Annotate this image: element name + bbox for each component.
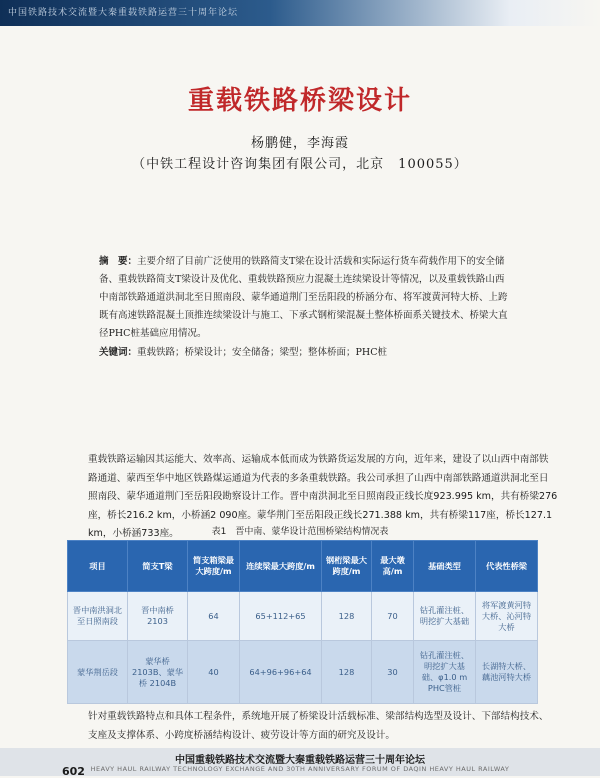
- table-caption: 表1 晋中南、蒙华设计范围桥梁结构情况表: [211, 527, 389, 537]
- table-cell: 蒙华荆岳段: [68, 641, 128, 704]
- table-cell: 128: [322, 641, 372, 704]
- bridge-structure-table: [67, 540, 537, 694]
- running-title: 中国铁路技术交流暨大秦重载铁路运营三十周年论坛: [8, 8, 239, 18]
- table-cell: 蒙华桥 2103B、蒙华桥 2104B: [128, 641, 188, 704]
- table-cell: 晋中南桥 2103: [128, 592, 188, 641]
- body-paragraph: 重载铁路运输因其运能大、效率高、运输成本低而成为铁路货运发展的方向，近年来，建设了以山西中南部铁路通道、蒙西至华中地区铁路煤运通道为代表的多条重载铁路。我公司承担了山西中南部铁路通道洪洞北至日照南段、蒙华通道荆门至岳阳段勘察设计工作。晋中南洪洞北至日照南段正线长度923.995 km，共有桥梁276座，桥长216.2 km，小桥涵2 090座。蒙华荆门至岳阳段正线长271.388 km，共有桥梁117座，桥长127.1 km，小桥涵733座。: [88, 454, 558, 539]
- table-header-cell: 简支箱梁最大跨度/m: [188, 541, 240, 592]
- footer-title: 中国重载铁路技术交流暨大秦重载铁路运营三十周年论坛: [175, 755, 425, 766]
- table-header-cell: 最大墩高/m: [372, 541, 414, 592]
- table-cell: 40: [188, 641, 240, 704]
- table-cell: 钻孔灌注桩、明挖扩大基础、φ1.0 m PHC管桩: [414, 641, 476, 704]
- footer-subtitle: HEAVY HAUL RAILWAY TECHNOLOGY EXCHANGE AND 30TH ANNIVERSARY FORUM OF DAQIN HEAVY HAUL RAILWAY: [90, 765, 510, 773]
- abstract-text: 主要介绍了目前广泛使用的铁路简支T梁在设计活载和实际运行货车荷载作用下的安全储备、重载铁路简支T梁设计及优化、重载铁路预应力混凝土连续梁设计等情况，以及重载铁路山西中南部铁路通道洪洞北至日照南段、蒙华通道荆门至岳阳段的桥涵分布、将军渡黄河特大桥、上跨既有高速铁路混凝土顶推连续梁设计与施工、下承式钢桁梁混凝土整体桥面系关键技术、桥梁大直径PHC桩基础应用情况。: [99, 256, 508, 339]
- abstract-block: [99, 253, 509, 343]
- paper-affiliation: （中铁工程设计咨询集团有限公司，北京 100055）: [132, 157, 468, 172]
- table-row: [68, 592, 538, 641]
- table-cell: 30: [372, 641, 414, 704]
- table-cell: 64+96+96+64: [240, 641, 322, 704]
- page-footer: [0, 748, 600, 776]
- keywords-block: [99, 344, 509, 362]
- table-cell: 64: [188, 592, 240, 641]
- table-row: [68, 641, 538, 704]
- table-cell: 70: [372, 592, 414, 641]
- paper-title: 重载铁路桥梁设计: [187, 86, 412, 116]
- table-header-cell: 钢桁梁最大跨度/m: [322, 541, 372, 592]
- paper-authors: 杨鹏健，李海霞: [250, 136, 349, 151]
- table-header-cell: 代表性桥梁: [476, 541, 538, 592]
- table-cell: 钻孔灌注桩、明挖扩大基础: [414, 592, 476, 641]
- page-header-bar: [0, 0, 600, 26]
- after-table-paragraph: 针对重载铁路特点和具体工程条件，系统地开展了桥梁设计活载标准、梁部结构选型及设计、下部结构技术、支座及支撑体系、小跨度桥涵结构设计、疲劳设计等方面的研究及设计。: [88, 711, 549, 741]
- keywords-label: 关键词：: [99, 347, 138, 358]
- table-header-row: [68, 541, 538, 592]
- abstract-label: 摘 要：: [99, 256, 138, 267]
- page-number: 602: [62, 765, 85, 778]
- data-table: [67, 540, 538, 704]
- table-header-cell: 项目: [68, 541, 128, 592]
- keywords-text: 重载铁路；桥梁设计；安全储备；梁型；整体桥面；PHC桩: [137, 347, 387, 358]
- table-header-cell: 简支T梁: [128, 541, 188, 592]
- table-cell: 晋中南洪洞北至日照南段: [68, 592, 128, 641]
- table-cell: 65+112+65: [240, 592, 322, 641]
- table-header-cell: 连续梁最大跨度/m: [240, 541, 322, 592]
- table-cell: 128: [322, 592, 372, 641]
- table-header-cell: 基础类型: [414, 541, 476, 592]
- table-cell: 长湖特大桥、藕池河特大桥: [476, 641, 538, 704]
- table-cell: 将军渡黄河特大桥、沁河特大桥: [476, 592, 538, 641]
